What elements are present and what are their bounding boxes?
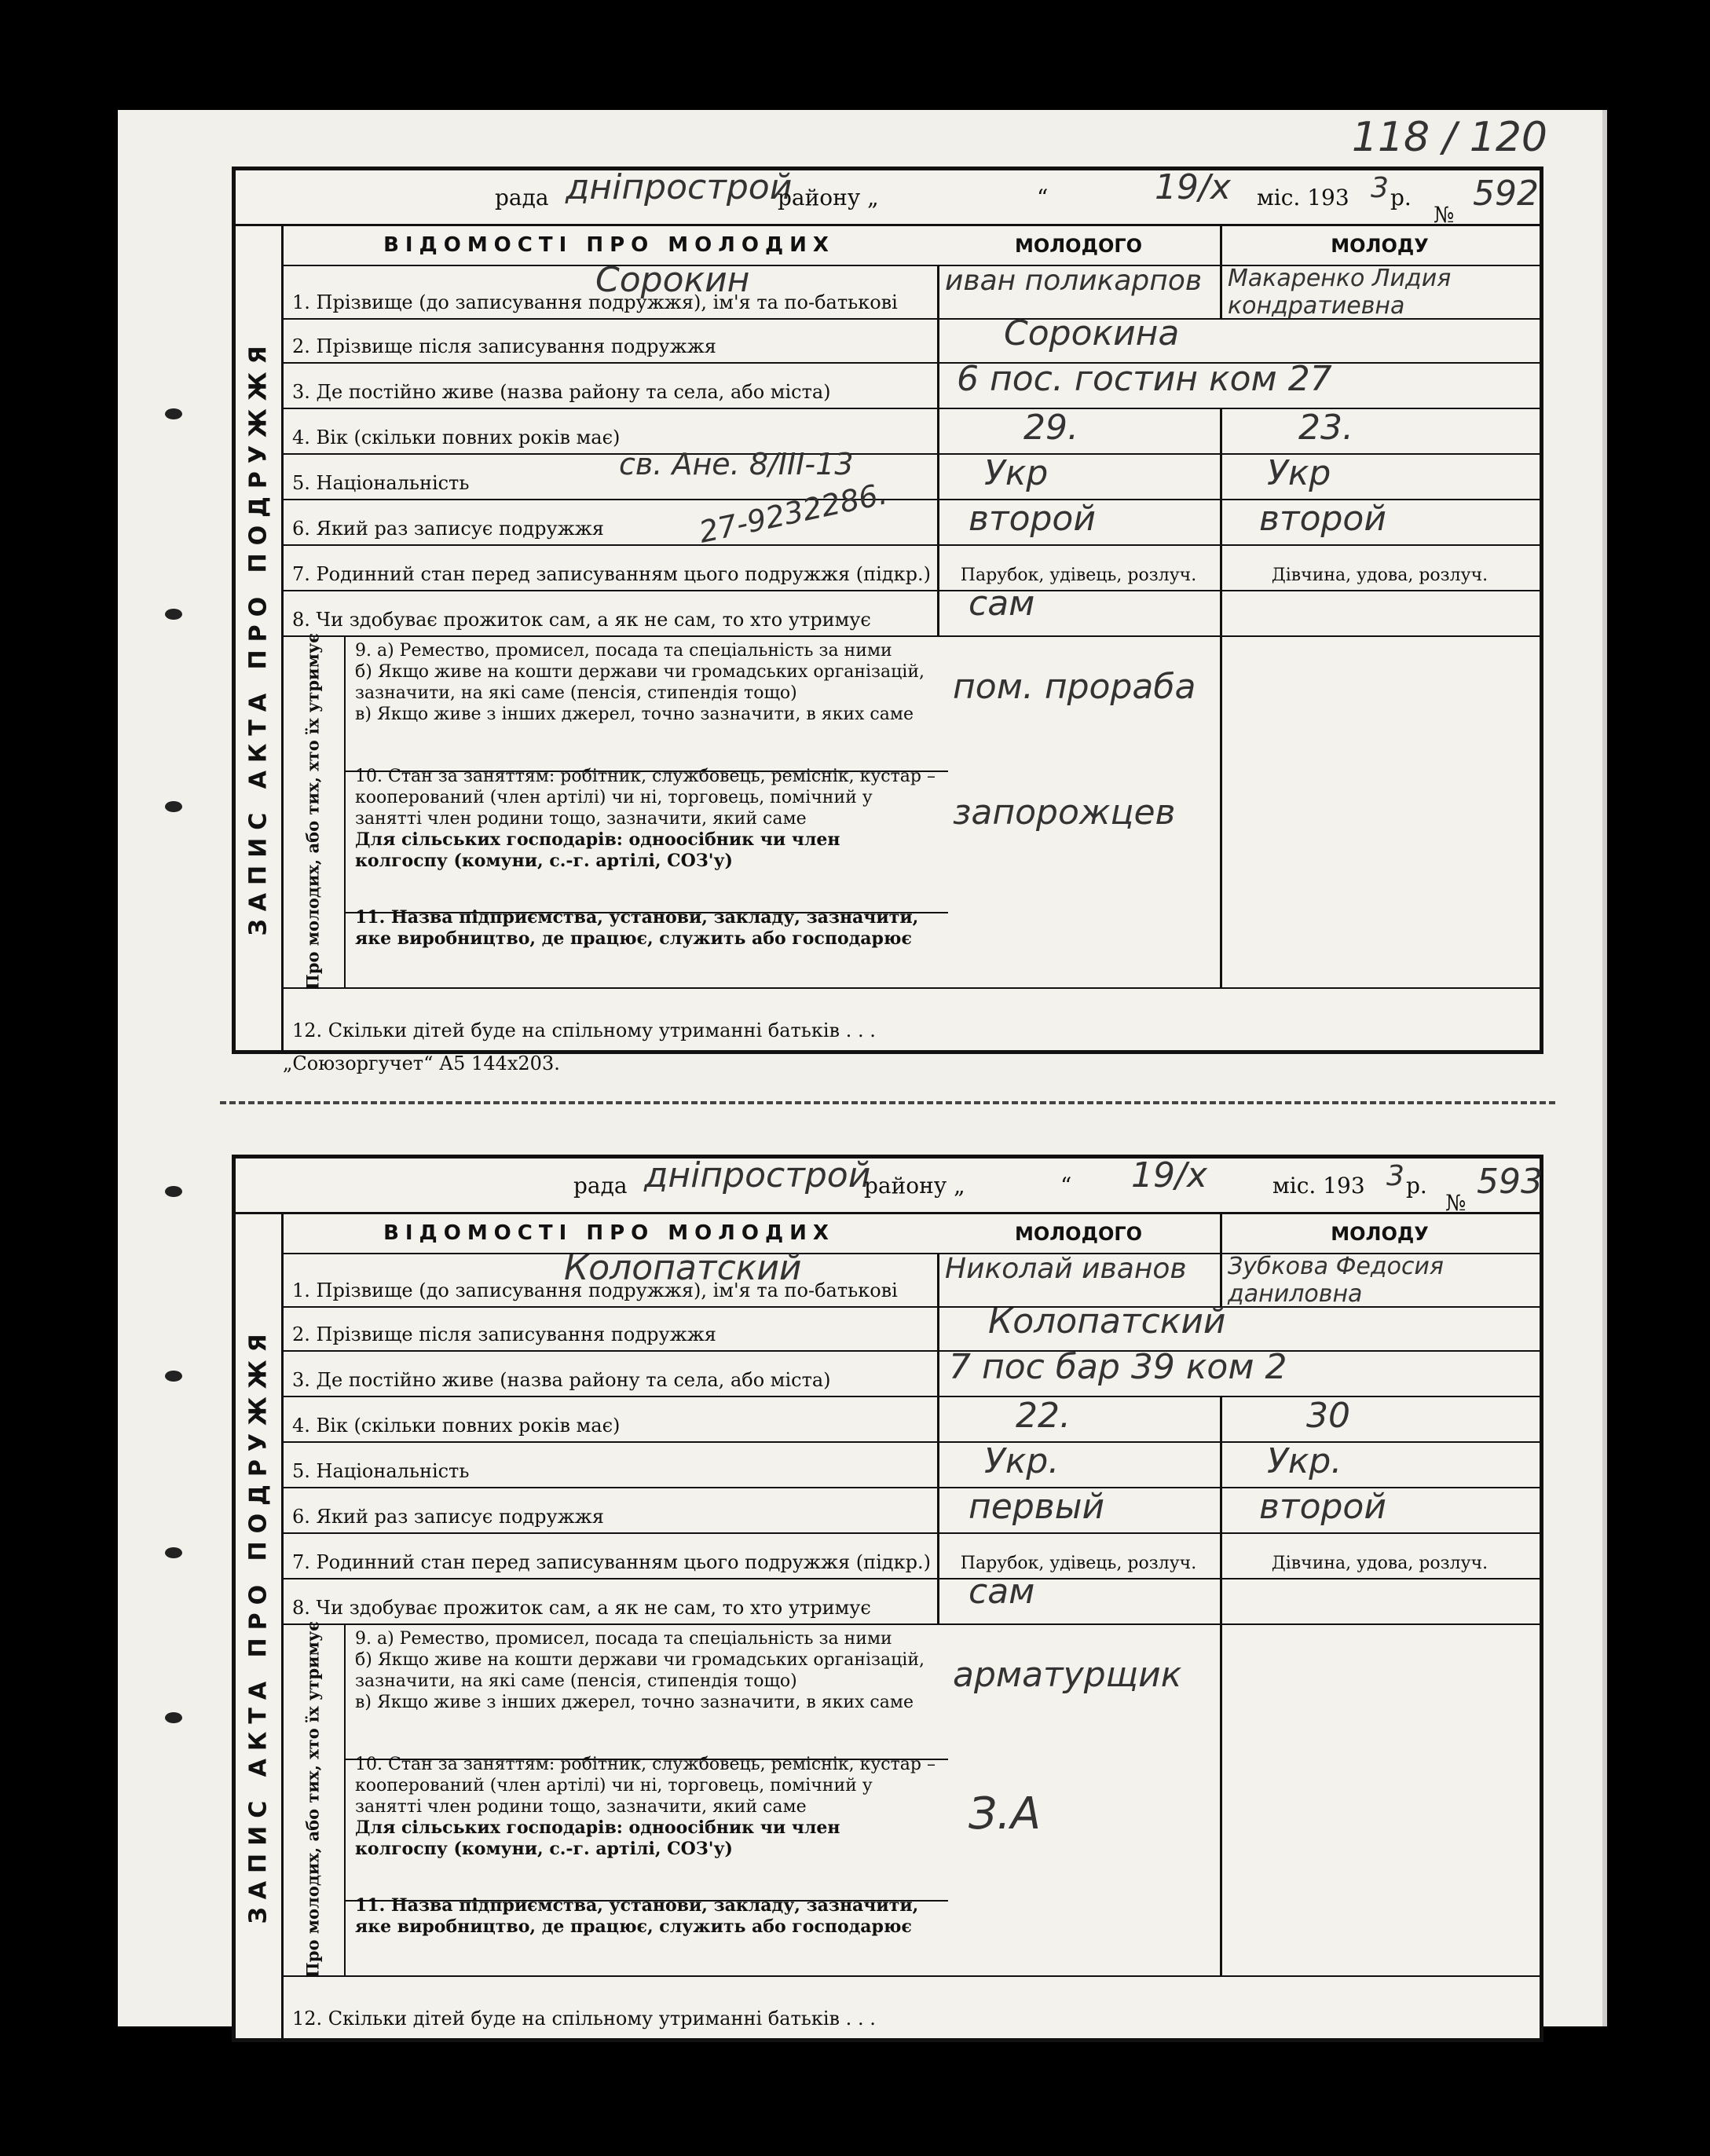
sidebar-text: ЗАПИС АКТА ПРО ПОДРУЖЖЯ: [244, 338, 273, 936]
table-row: [281, 447, 1540, 500]
tear-line: [220, 1101, 1555, 1104]
groom-value: Колопатский: [988, 1301, 1226, 1342]
occupation-side-label: Про молодих, або тих, хто їх утримує: [281, 1623, 346, 1975]
r-label: р.: [1390, 185, 1412, 210]
bride-value: 30: [1306, 1396, 1350, 1436]
row-label: 1. Прізвище (до записування подружжя), ім'я та по-батькові: [292, 291, 898, 313]
table-row: [281, 1441, 1540, 1488]
form-header: [236, 1155, 1543, 1216]
row-label: 3. Де постійно живе (назва району та села, або міста): [292, 1369, 831, 1391]
form-printer-footer: „Союзоргучет“ А5 144x203.: [283, 1052, 560, 1074]
column-header-row: [281, 1212, 1540, 1254]
sidebar-title: [236, 224, 284, 1050]
groom-status: запорожцев: [953, 792, 1176, 833]
table-row: [281, 1347, 1540, 1397]
groom-value: иван поликарпов: [945, 265, 1203, 297]
document-page: [118, 110, 1607, 2030]
page-number: 118 / 120: [1351, 114, 1547, 161]
groom-value: Укр.: [984, 1441, 1060, 1481]
groom-column-header: МОЛОДОГО: [1014, 235, 1143, 257]
title-header: ВІДОМОСТІ ПРО МОЛОДИХ: [383, 233, 835, 257]
binding-hole: [165, 1371, 182, 1382]
surname-handwritten: Сорокин: [595, 260, 750, 300]
groom-value: второй: [969, 499, 1096, 539]
occupation-block: [281, 632, 1540, 990]
row-label: 2. Прізвище після записування подружжя: [292, 1323, 716, 1345]
groom-value: Николай иванов: [945, 1253, 1187, 1285]
groom-value: Укр: [984, 453, 1049, 493]
record-number: 593: [1477, 1162, 1543, 1202]
row-label: 4. Вік (скільки повних років має): [292, 426, 621, 448]
row-label: 1. Прізвище (до записування подружжя), ім'я та по-батькові: [292, 1279, 898, 1301]
month-label: міс. 193: [1272, 1173, 1365, 1199]
bride-value: Макаренко Лидия кондратиевна: [1228, 265, 1452, 320]
r-label: р.: [1406, 1173, 1427, 1199]
date-handwritten: 19/х: [1155, 167, 1231, 207]
table-row: [281, 1301, 1540, 1352]
row-label: 2. Прізвище після записування подружжя: [292, 335, 716, 357]
binding-hole: [165, 1186, 182, 1197]
question-9: 9. а) Ремество, промисел, посада та спеціальність за ними б) Якщо живе на кошти держави чи громадських організацій, зазначити, на які саме (пенсія, стипендія тощо) в) Якщо живе з інших джерел, точно зазначити, в яких саме: [344, 635, 948, 772]
row-label: 12. Скільки дітей буде на спільному утриманні батьків . . .: [292, 2008, 876, 2030]
rayon-label: району „: [864, 1173, 965, 1199]
surname-handwritten: Колопатский: [564, 1248, 802, 1288]
row-label: 5. Національність: [292, 1460, 470, 1482]
groom-column-header: МОЛОДОГО: [1014, 1223, 1143, 1245]
bride-status-options: Дівчина, удова, розлуч.: [1271, 566, 1488, 585]
table-row: [281, 1572, 1540, 1625]
bride-value: 23.: [1298, 408, 1353, 448]
form-grid: [281, 224, 1540, 1050]
occupation-block: [281, 1620, 1540, 1978]
binding-hole: [165, 609, 182, 620]
table-row: [281, 408, 1540, 455]
groom-occupation: пом. прораба: [953, 667, 1196, 707]
question-10: 10. Стан за заняттям: робітник, службовець, реміснік, кустар – кооперований (член артілі) чи ні, торговець, помічний у занятті член родини тощо, зазначити, який саме Для сільських господарів: одноосібник чи член колгоспу (комуни, с.-г. артілі, СОЗ'у): [344, 761, 948, 913]
title-header: ВІДОМОСТІ ПРО МОЛОДИХ: [383, 1221, 835, 1245]
marriage-record-form-2: [232, 1155, 1543, 2042]
groom-value: 22.: [1016, 1396, 1071, 1436]
row-label: 5. Національність: [292, 472, 470, 494]
rayon-label: району „: [778, 185, 879, 210]
table-row: [281, 1975, 1540, 2034]
month-label: міс. 193: [1257, 185, 1349, 210]
row-label: 6. Який раз записує подружжя: [292, 518, 604, 540]
question-10: 10. Стан за заняттям: робітник, службовець, реміснік, кустар – кооперований (член артілі) чи ні, торговець, помічний у занятті член родини тощо, зазначити, який саме Для сільських господарів: одноосібник чи член колгоспу (комуни, с.-г. артілі, СОЗ'у): [344, 1749, 948, 1902]
table-row: [281, 359, 1540, 409]
table-row: [281, 544, 1540, 591]
table-row: [281, 313, 1540, 364]
quote-mark: “: [1037, 185, 1049, 210]
sidebar-title: [236, 1212, 284, 2038]
sidebar-text: ЗАПИС АКТА ПРО ПОДРУЖЖЯ: [244, 1326, 273, 1924]
rada-handwritten: днiпрострой: [566, 167, 793, 207]
table-row: [281, 1396, 1540, 1443]
column-header-row: [281, 224, 1540, 266]
table-row: [281, 584, 1540, 637]
groom-occupation: арматурщик: [953, 1655, 1182, 1695]
date-handwritten: 19/х: [1131, 1155, 1207, 1195]
row-label: 7. Родинний стан перед записуванням цього подружжя (підкр.): [292, 563, 931, 585]
bride-value: второй: [1259, 499, 1386, 539]
groom-status-options: Парубок, удівець, розлуч.: [960, 1554, 1197, 1573]
row-label: 6. Який раз записує подружжя: [292, 1506, 604, 1528]
table-row: [281, 1532, 1540, 1579]
row-label: 8. Чи здобуває прожиток сам, а як не сам, то хто утримує: [292, 1597, 871, 1619]
bride-value: Укр.: [1267, 1441, 1342, 1481]
groom-status-options: Парубок, удівець, розлуч.: [960, 566, 1197, 585]
rada-label: рада: [573, 1173, 628, 1199]
row-label: 4. Вік (скільки повних років має): [292, 1415, 621, 1437]
table-row: [281, 1487, 1540, 1534]
quote-mark: “: [1060, 1173, 1072, 1199]
bride-status-options: Дівчина, удова, розлуч.: [1271, 1554, 1488, 1573]
row-label: 7. Родинний стан перед записуванням цього подружжя (підкр.): [292, 1551, 931, 1573]
groom-value: первый: [969, 1487, 1105, 1527]
table-row: [281, 987, 1540, 1046]
groom-status: З.А: [969, 1788, 1042, 1839]
row-label: 3. Де постійно живе (назва району та села, або міста): [292, 381, 831, 403]
year-handwritten: 3: [1371, 172, 1389, 204]
bride-column-header: МОЛОДУ: [1331, 1223, 1429, 1245]
binding-hole: [165, 1547, 182, 1558]
margin-annotation: св. Ане. 8/III-13: [619, 447, 854, 481]
record-number: 592: [1473, 174, 1539, 214]
groom-value: сам: [969, 1572, 1035, 1612]
question-11: 11. Назва підприємства, установи, закладу, зазначити, яке виробництво, де працює, служить або господарює: [355, 1895, 919, 1937]
bride-value: второй: [1259, 1487, 1386, 1527]
bride-column-header: МОЛОДУ: [1331, 235, 1429, 257]
groom-value: Сорокина: [1004, 313, 1180, 353]
form-grid: [281, 1212, 1540, 2038]
margin-annotation: 27-9232286.: [696, 476, 891, 550]
groom-value: сам: [969, 584, 1035, 624]
number-label: №: [1434, 202, 1455, 228]
bride-value: Укр: [1267, 453, 1331, 493]
number-label: №: [1445, 1190, 1466, 1216]
year-handwritten: 3: [1386, 1160, 1404, 1192]
table-row: [281, 1248, 1540, 1308]
bride-value: Зубкова Федосия даниловна: [1228, 1253, 1444, 1308]
row-label: 12. Скільки дітей буде на спільному утриманні батьків . . .: [292, 1019, 876, 1041]
groom-value: 29.: [1023, 408, 1078, 448]
groom-value: 6 пос. гостин ком 27: [957, 359, 1332, 399]
binding-hole: [165, 408, 182, 419]
question-11: 11. Назва підприємства, установи, закладу, зазначити, яке виробництво, де працює, служить або господарює: [355, 907, 919, 949]
rada-handwritten: днiпрострой: [644, 1155, 871, 1195]
binding-hole: [165, 801, 182, 812]
rada-label: рада: [495, 185, 549, 210]
occupation-side-label: Про молодих, або тих, хто їх утримує: [281, 635, 346, 987]
form-header: [236, 167, 1540, 228]
binding-hole: [165, 1712, 182, 1723]
groom-value: 7 пос бар 39 ком 2: [949, 1347, 1287, 1387]
table-row: [281, 260, 1540, 320]
row-label: 8. Чи здобуває прожиток сам, а як не сам, то хто утримує: [292, 609, 871, 631]
question-9: 9. а) Ремество, промисел, посада та спеціальність за ними б) Якщо живе на кошти держави чи громадських організацій, зазначити, на які саме (пенсія, стипендія тощо) в) Якщо живе з інших джерел, точно зазначити, в яких саме: [344, 1623, 948, 1760]
marriage-record-form-1: [232, 167, 1543, 1054]
